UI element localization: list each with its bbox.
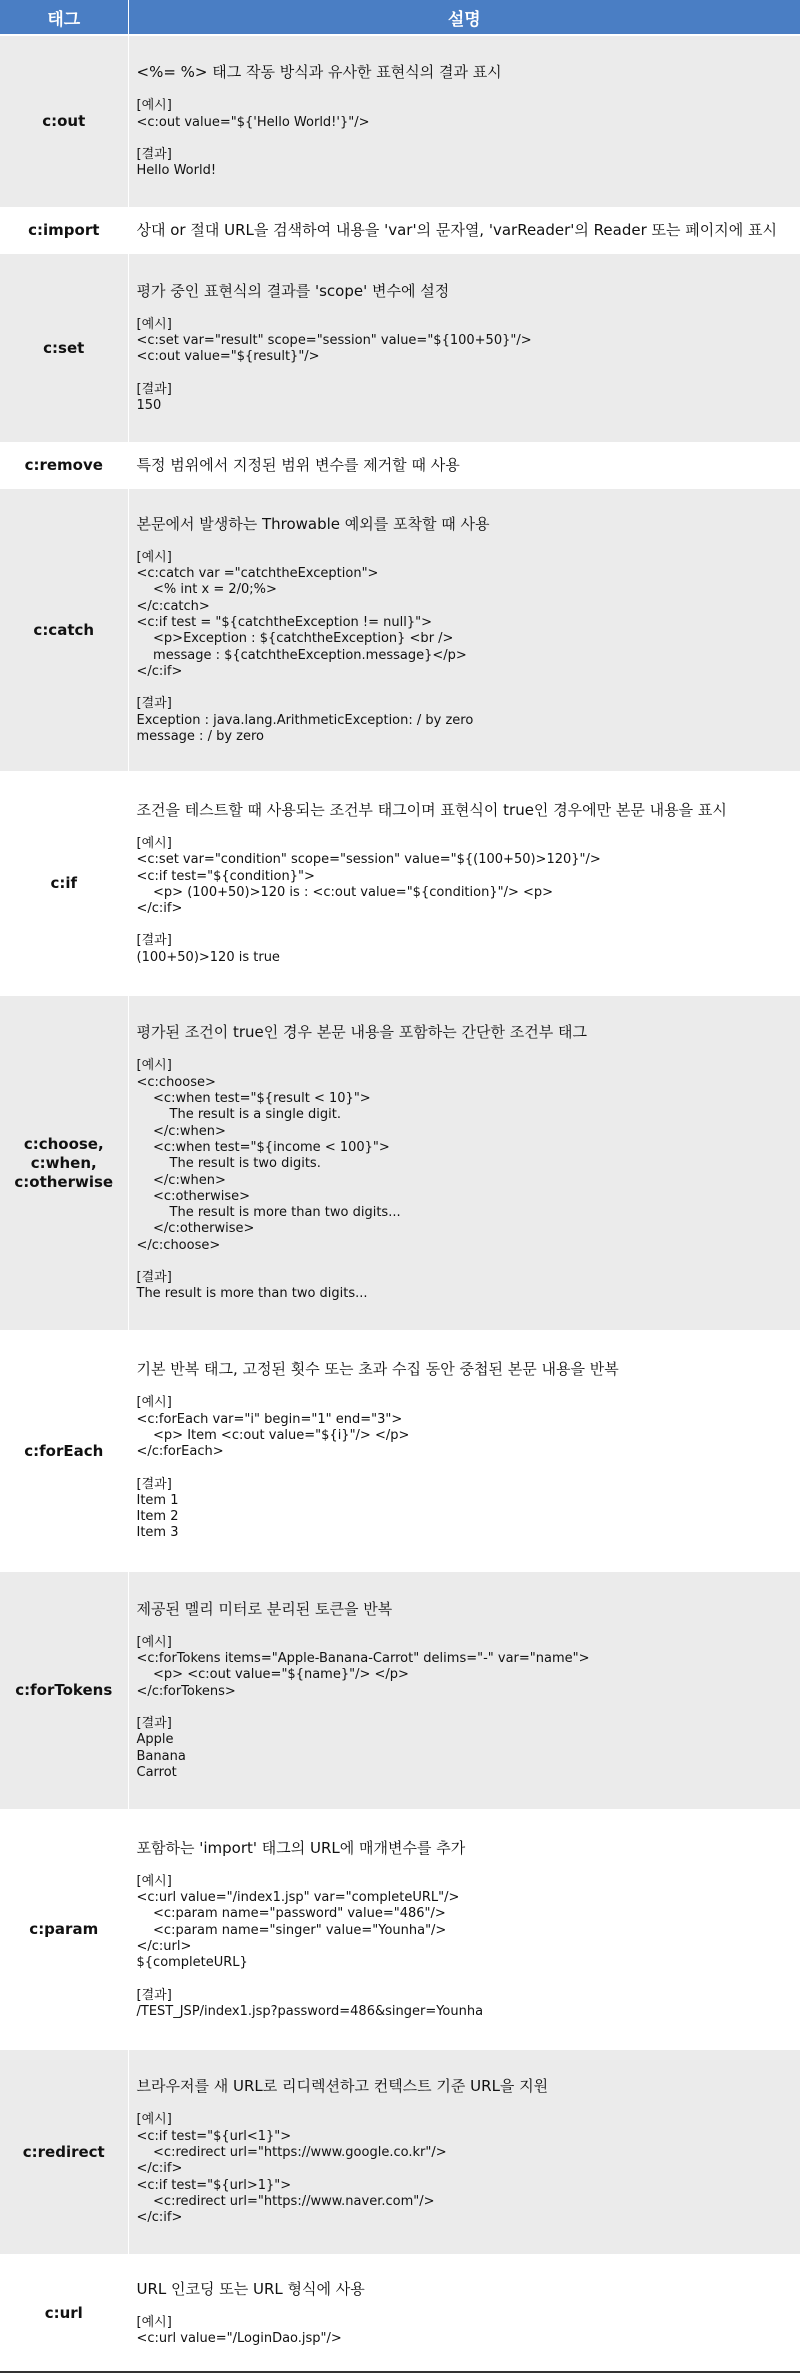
summary-text: 특정 범위에서 지정된 범위 변수를 제거할 때 사용 — [136, 456, 460, 474]
table-row-c-param — [0, 1810, 800, 2049]
table-row-c-out — [0, 35, 800, 208]
summary-text: URL 인코딩 또는 URL 형식에 사용 — [136, 2279, 365, 2298]
example-block: [예시] <c:set var="condition" scope="session" value="${(100+50)>120}"/> <c:if test="${condition}"> <p> (100+50)>120 is : <c:out value="${condition}"/> <p> </c:if> — [136, 835, 601, 917]
tag-cell: c:remove — [0, 443, 128, 488]
description-cell — [128, 35, 800, 208]
tag-cell: c:redirect — [0, 2049, 128, 2255]
summary-text: 조건을 테스트할 때 사용되는 조건부 태그이며 표현식이 true인 경우에만 본문 내용을 표시 — [136, 800, 727, 819]
result-block: [결과] The result is more than two digits... — [136, 1269, 368, 1302]
header-description: 설명 — [128, 0, 800, 35]
example-block: [예시] <c:forEach var="i" begin="1" end="3"> <p> Item <c:out value="${i}"/> </p> </c:forEach> — [136, 1395, 410, 1460]
example-block: [예시] <c:catch var ="catchtheException"> <% int x = 2/0;%> </c:catch> <c:if test = "${catchtheException != null}"> <p>Exception : ${catchtheException} <br /> message : ${catchtheException.message}</p> </c:if> — [136, 549, 467, 679]
header-tag: 태그 — [0, 0, 128, 35]
example-block: [예시] <c:url value="/LoginDao.jsp"/> — [136, 2314, 342, 2346]
table-row-c-choose — [0, 995, 800, 1331]
example-block: [예시] <c:url value="/index1.jsp" var="completeURL"/> <c:param name="password" value="486"/> <c:param name="singer" value="Younha"/> </c:url> ${completeURL} — [136, 1873, 460, 1971]
table-row-c-redirect — [0, 2049, 800, 2255]
summary-text: 기본 반복 태그, 고정된 횟수 또는 초과 수집 동안 중첩된 본문 내용을 반복 — [136, 1360, 619, 1379]
table-row-c-url — [0, 2255, 800, 2372]
description-cell — [128, 2049, 800, 2255]
result-block: [결과] 150 — [136, 381, 172, 413]
table-row-c-import — [0, 208, 800, 253]
summary-text: 상대 or 절대 URL을 검색하여 내용을 'var'의 문자열, 'varReader'의 Reader 또는 페이지에 표시 — [136, 221, 777, 239]
description-cell — [128, 995, 800, 1331]
table-row-c-catch — [0, 488, 800, 772]
example-block: [예시] <c:forTokens items="Apple-Banana-Carrot" delims="-" var="name"> <p> <c:out value="${name}"/> </p> </c:forTokens> — [136, 1634, 590, 1699]
example-block: [예시] <c:if test="${url<1}"> <c:redirect url="https://www.google.co.kr"/> </c:if> <c:if test="${url>1}"> <c:redirect url="https://www.naver.com"/> </c:if> — [136, 2112, 447, 2226]
tag-cell: c:choose, c:when, c:otherwise — [0, 995, 128, 1331]
summary-text: 제공된 멜리 미터로 분리된 토큰을 반복 — [136, 1599, 393, 1618]
example-block: [예시] <c:set var="result" scope="session" value="${100+50}"/> <c:out value="${result}"/> — [136, 316, 532, 365]
table-header-row — [0, 0, 800, 35]
description-cell — [128, 1571, 800, 1810]
summary-text: 평가 중인 표현식의 결과를 'scope' 변수에 설정 — [136, 281, 450, 300]
result-block: [결과] Item 1 Item 2 Item 3 — [136, 1476, 179, 1541]
summary-text: 평가된 조건이 true인 경우 본문 내용을 포함하는 간단한 조건부 태그 — [136, 1023, 587, 1042]
description-cell — [128, 772, 800, 995]
description-cell — [128, 1331, 800, 1571]
tag-cell: c:url — [0, 2255, 128, 2372]
table-row-c-foreach — [0, 1331, 800, 1571]
table-row-c-remove — [0, 443, 800, 488]
tag-cell: c:if — [0, 772, 128, 995]
tag-cell: c:forEach — [0, 1331, 128, 1571]
tag-cell: c:out — [0, 35, 128, 208]
tag-cell: c:catch — [0, 488, 128, 772]
result-block: [결과] /TEST_JSP/index1.jsp?password=486&singer=Younha — [136, 1987, 484, 2019]
description-cell — [128, 1810, 800, 2049]
tag-cell: c:import — [0, 208, 128, 253]
description-cell — [128, 2255, 800, 2372]
result-block: [결과] Apple Banana Carrot — [136, 1716, 186, 1780]
summary-text: 브라우저를 새 URL로 리디렉션하고 컨텍스트 기준 URL을 지원 — [136, 2077, 549, 2096]
result-block: [결과] (100+50)>120 is true — [136, 933, 280, 965]
example-block: [예시] <c:out value="${'Hello World!'}"/> — [136, 98, 370, 130]
table-row-c-fortokens — [0, 1571, 800, 1810]
table-row-c-set — [0, 253, 800, 443]
result-block: [결과] Exception : java.lang.ArithmeticException: / by zero message : / by zero — [136, 696, 474, 744]
description-cell — [128, 253, 800, 443]
description-cell — [128, 208, 800, 253]
tag-cell: c:param — [0, 1810, 128, 2049]
summary-text: 포함하는 'import' 태그의 URL에 매개변수를 추가 — [136, 1838, 466, 1857]
summary-text: 본문에서 발생하는 Throwable 예외를 포착할 때 사용 — [136, 514, 490, 533]
tag-cell: c:forTokens — [0, 1571, 128, 1810]
description-cell — [128, 443, 800, 488]
tag-cell: c:set — [0, 253, 128, 443]
description-cell — [128, 488, 800, 772]
table-row-c-if — [0, 772, 800, 995]
summary-text: <%= %> 태그 작동 방식과 유사한 표현식의 결과 표시 — [136, 63, 502, 82]
result-block: [결과] Hello World! — [136, 147, 217, 179]
example-block: [예시] <c:choose> <c:when test="${result < 10}"> The result is a single digit. </c:when> <c:when test="${income < 100}"> The result is two digits. </c:when> <c:otherwise> The result is more than two digits... </c:otherwise> </c:choose> — [136, 1058, 401, 1253]
